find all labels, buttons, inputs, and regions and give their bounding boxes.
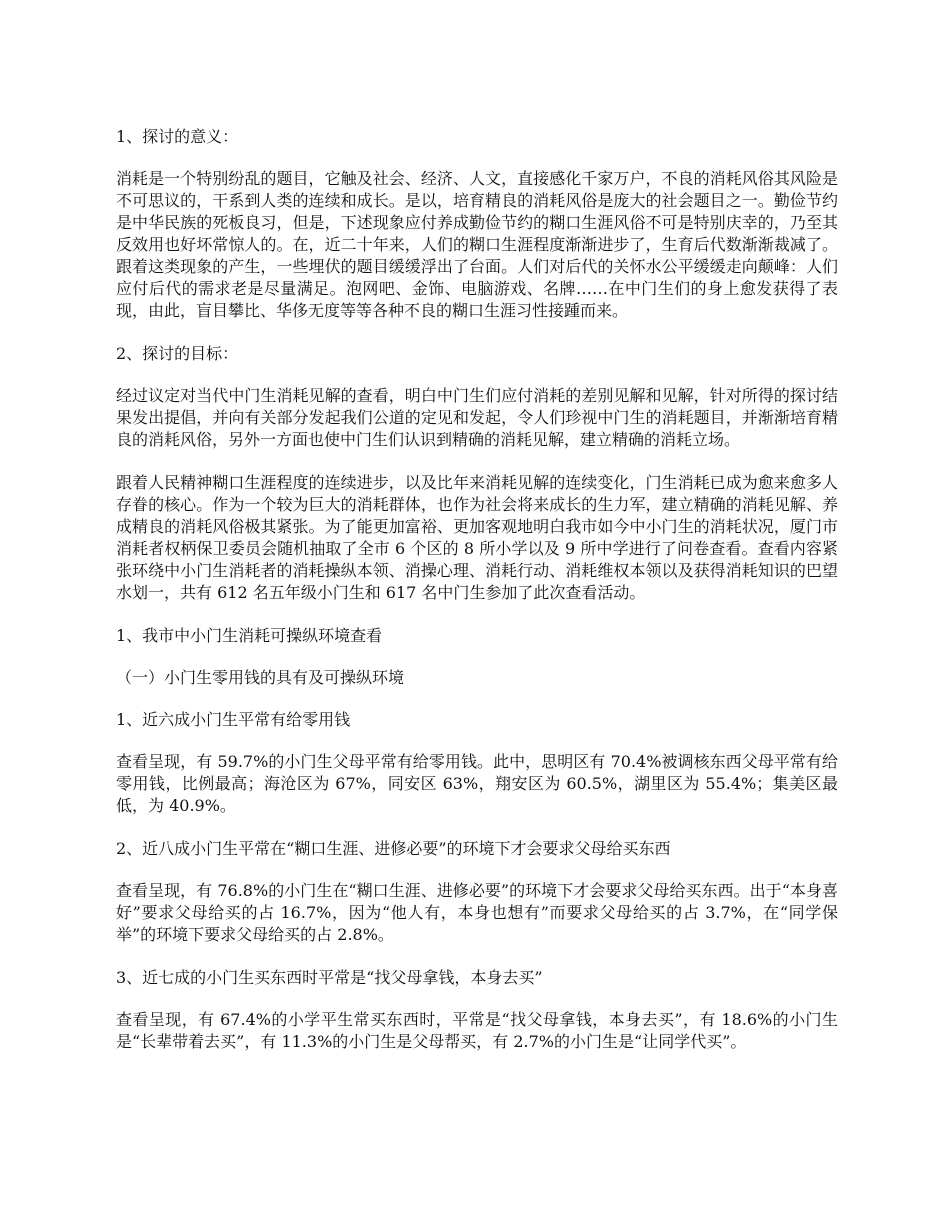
section-heading-significance: 1、探讨的意义： bbox=[116, 127, 239, 146]
finding-heading-1: 1、近六成小门生平常有给零用钱 bbox=[116, 710, 351, 729]
section-heading-goal: 2、探讨的目标： bbox=[116, 344, 239, 363]
finding-paragraph-1: 查看呈现，有 59.7%的小门生父母平常有给零用钱。此中，思明区有 70.4%被调核东西父母平常有给零用钱，比例最高；海沧区为 67%，同安区 63%，翔安区为 60.5%，湖里区为 55.4%；集美区最低，为 40.9%。 bbox=[116, 752, 838, 815]
document-page bbox=[116, 126, 838, 1074]
paragraph-significance: 消耗是一个特别纷乱的题目，它触及社会、经济、人文，直接感化千家万户，不良的消耗风俗其风险是不可思议的，干系到人类的连续和成长。是以，培育精良的消耗风俗是庞大的社会题目之一。勤俭节约是中华民族的死板良习，但是，下述现象应付养成勤俭节约的糊口生涯风俗不可是特别庆幸的，乃至其反效用也好坏常惊人的。在，近二十年来，人们的糊口生涯程度渐渐进步了，生育后代数渐渐裁减了。跟着这类现象的产生，一些埋伏的题目缓缓浮出了台面。人们对后代的关怀水公平缓缓走向颠峰：人们应付后代的需求老是尽量满足。泡网吧、金饰、电脑游戏、名牌……在中门生们的身上愈发获得了表现，由此，盲目攀比、华侈无度等等各种不良的糊口生涯习性接踵而来。 bbox=[116, 169, 838, 320]
subsection-heading-pocket-money: （一）小门生零用钱的具有及可操纵环境 bbox=[116, 668, 405, 687]
finding-heading-3: 3、近七成的小门生买东西时平常是“找父母拿钱，本身去买” bbox=[116, 968, 543, 987]
finding-paragraph-2: 查看呈现，有 76.8%的小门生在“糊口生涯、进修必要”的环境下才会要求父母给买东西。出于“本身喜好”要求父母给买的占 16.7%，因为“他人有，本身也想有”而要求父母给买的占 3.7%，在“同学保举”的环境下要求父母给买的占 2.8%。 bbox=[116, 881, 838, 944]
paragraph-survey-background: 跟着人民精神糊口生涯程度的连续进步，以及比年来消耗见解的连续变化，门生消耗已成为愈来愈多人存眷的核心。作为一个较为巨大的消耗群体，也作为社会将来成长的生力军，建立精确的消耗见解、养成精良的消耗风俗极其紧张。为了能更加富裕、更加客观地明白我市如今中小门生的消耗状况，厦门市消耗者权柄保卫委员会随机抽取了全市 6 个区的 8 所小学以及 9 所中学进行了问卷查看。查看内容紧张环绕中小门生消耗者的消耗操纵本领、消操心理、消耗行动、消耗维权本领以及获得消耗知识的巴望水划一，共有 612 名五年级小门生和 617 名中门生参加了此次查看活动。 bbox=[116, 473, 838, 602]
finding-heading-2: 2、近八成小门生平常在“糊口生涯、进修必要”的环境下才会要求父母给买东西 bbox=[116, 839, 671, 858]
paragraph-goal: 经过议定对当代中门生消耗见解的查看，明白中门生们应付消耗的差别见解和见解，针对所得的探讨结果发出提倡，并向有关部分发起我们公道的定见和发起，令人们珍视中门生的消耗题目，并渐渐培育精良的消耗风俗，另外一方面也使中门生们认识到精确的消耗见解，建立精确的消耗立场。 bbox=[116, 386, 838, 449]
section-heading-survey: 1、我市中小门生消耗可操纵环境查看 bbox=[116, 626, 383, 645]
finding-paragraph-3: 查看呈现，有 67.4%的小学平生常买东西时，平常是“找父母拿钱，本身去买”，有 18.6%的小门生是“长辈带着去买”，有 11.3%的小门生是父母帮买，有 2.7%的小门生是“让同学代买”。 bbox=[116, 1010, 838, 1051]
